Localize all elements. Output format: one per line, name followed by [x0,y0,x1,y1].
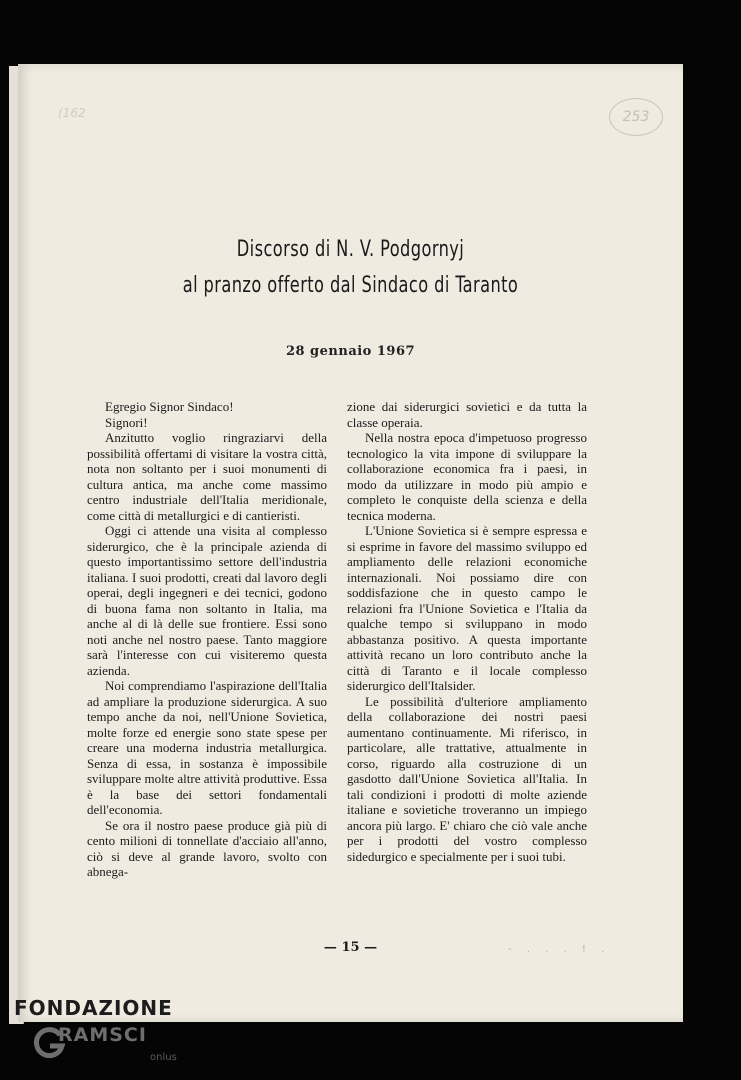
title-line-2: al pranzo offerto dal Sindaco di Taranto [182,273,519,298]
watermark-onlus: onlus [150,1052,177,1063]
title-line-1: Discorso di N. V. Podgornyj [236,237,465,262]
paragraph: Anzitutto voglio ringraziarvi della possibilità offertami di visitare la vostra città, nota non soltanto per i suoi monumenti di cultura antica, ma anche come massimo centro industriale dell'Italia meridionale, come città di metallurgici e di cantieristi. [87,430,327,523]
paragraph: Se ora il nostro paese produce già più di cento milioni di tonnellate d'acciaio all'anno, ciò si deve al grande lavoro, svolto con abnega- [87,817,327,879]
document-page [18,64,683,1022]
paragraph: Noi comprendiamo l'aspirazione dell'Italia ad ampliare la produzione siderurgica. A suo tempo anche da noi, nell'Unione Sovietica, molte forze ed energie sono state spese per creare una moderna industria metallurgica. Senza di essa, in sostanza è impossibile sviluppare molte altre attività produttive. Essa è la base dei settori fondamentali dell'economia. [87,678,327,817]
right-column [347,399,587,864]
paragraph: zione dai siderurgici sovietici e da tutta la classe operaia. [347,399,587,430]
speech-date: 28 gennaio 1967 [285,344,416,359]
page-title [18,232,683,304]
left-column [87,399,327,880]
paragraph: Nella nostra epoca d'impetuoso progresso tecnologico la vita impone di sviluppare la collaborazione economica fra i paesi, in modo da utilizzare in modo più ampio e completo le conquiste della scienza e della tecnica moderna. [347,430,587,523]
archive-number: 253 [622,109,650,125]
faint-marks: - . . . ! . [508,944,611,955]
paragraph: Oggi ci attende una visita al complesso siderurgico, che è la principale azienda di questo importantissimo settore dell'industria italiana. I suoi prodotti, creati dal lavoro degli operai, degli ingegneri e dei tecnici, godono di buona fama non soltanto in Italia, ma anche al di là delle sue frontiere. Essi sono noti anche nel nostro paese. Tanto maggiore sarà l'interesse con cui visiteremo questa azienda. [87,523,327,678]
paragraph: Le possibilità d'ulteriore ampliamento della collaborazione dei nostri paesi aumentano continuamente. Mi riferisco, in particolare, alle trattative, attualmente in corso, riguardo alla costruzione di un gasdotto dall'Unione Sovietica all'Italia. In tali condizioni i prodotti di molte aziende italiane e sovietiche troveranno un impiego ancora più largo. E' chiaro che ciò vale anche per i prodotti del vostro complesso sidedurgico e specialmente per i suoi tubi. [347,693,587,864]
watermark-gramsci: RAMSCI [58,1024,147,1046]
archive-number-stamp [609,98,663,136]
page-folio: — 15 — [323,940,378,955]
paragraph: Egregio Signor Sindaco! [105,399,234,414]
paragraph: Signori! [105,414,148,430]
watermark-fondazione: FONDAZIONE [14,996,173,1020]
corner-mark: (162 [58,106,86,120]
archive-watermark [14,996,214,1080]
paragraph: L'Unione Sovietica si è sempre espressa e si esprime in favore del massimo sviluppo ed ampliamento delle relazioni economiche internazionali. Noi possiamo dire con soddisfazione che in questo campo le relazioni fra l'Unione Sovietica e l'Italia da qualche tempo si sviluppano in modo abbastanza positivo. A questa importante attività recano un loro contributo anche la città di Taranto e il locale complesso siderurgico dell'Italsider. [347,523,587,693]
